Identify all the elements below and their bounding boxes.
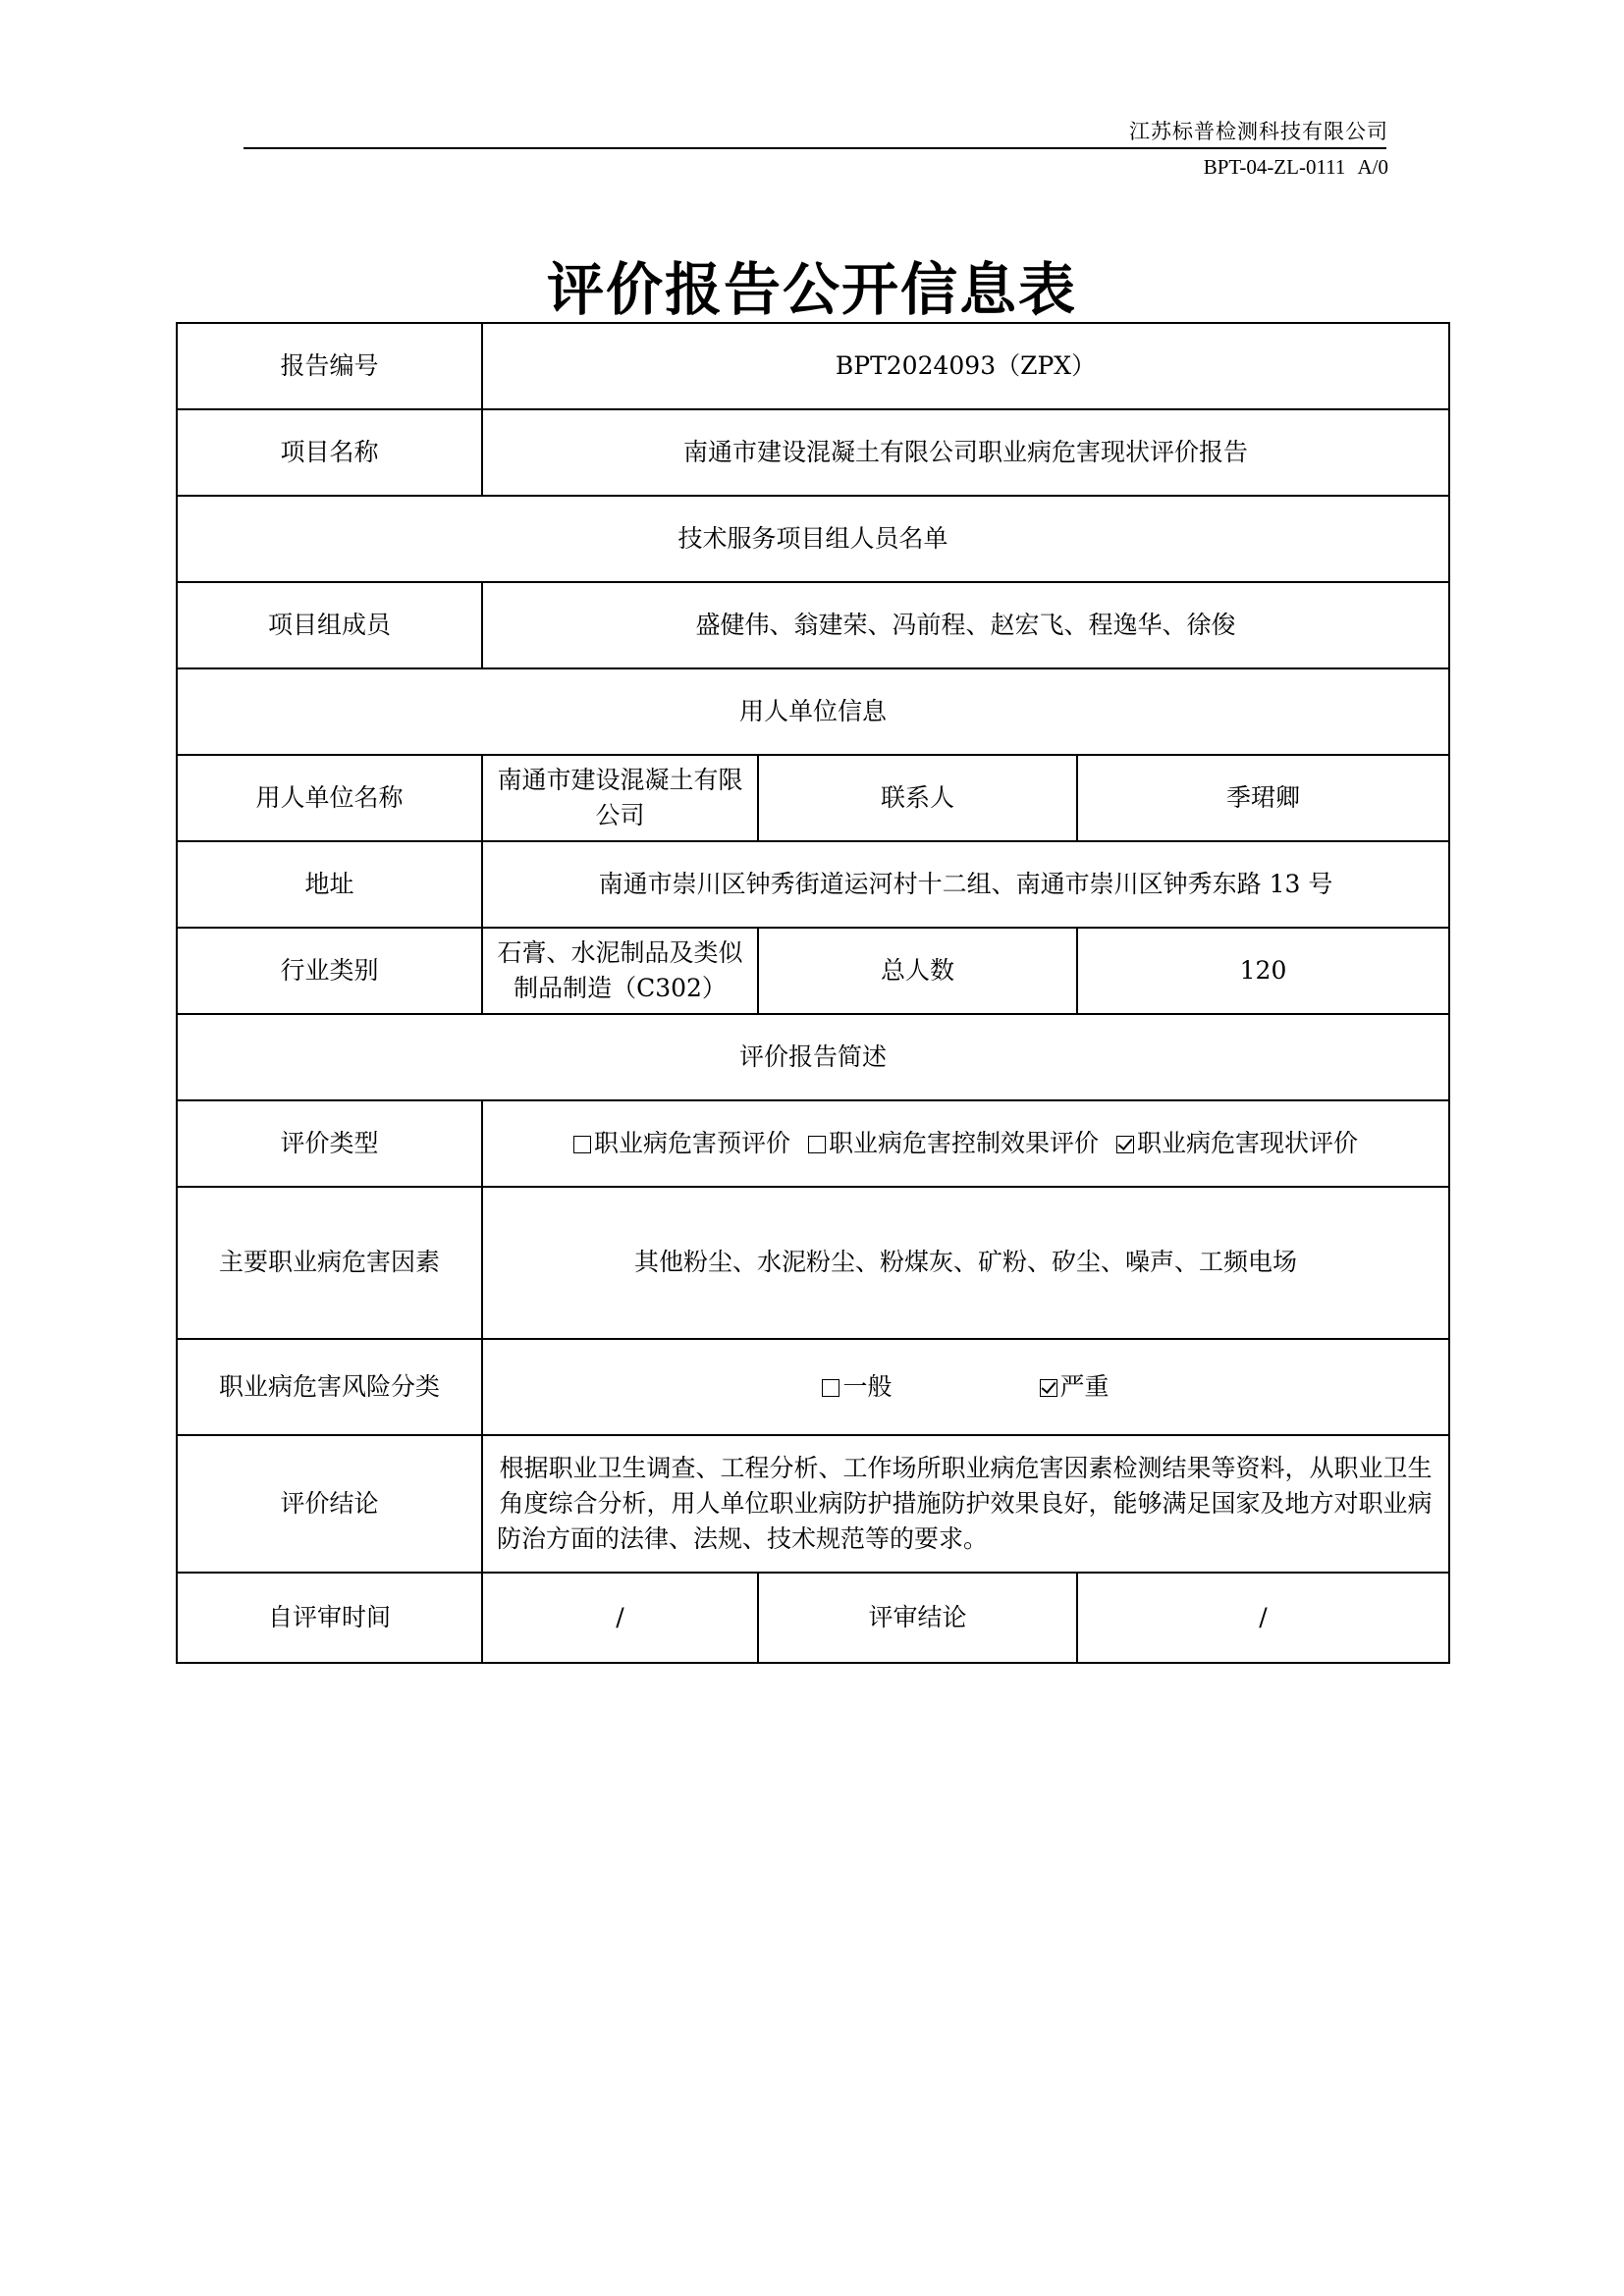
employer-name-value: 南通市建设混凝土有限公司 — [482, 755, 758, 841]
eval-type-label: 评价类型 — [177, 1100, 482, 1187]
review-time-label: 自评审时间 — [177, 1573, 482, 1663]
eval-option-pre-label: 职业病危害预评价 — [593, 1128, 790, 1157]
hazards-value: 其他粉尘、水泥粉尘、粉煤灰、矿粉、矽尘、噪声、工频电场 — [482, 1187, 1449, 1339]
review-time-value: / — [482, 1573, 758, 1663]
row-conclusion — [177, 1435, 1449, 1573]
info-table — [176, 322, 1450, 1664]
checkbox-icon[interactable] — [808, 1136, 826, 1153]
summary-section-heading: 评价报告简述 — [177, 1014, 1449, 1100]
risk-option-general-label: 一般 — [842, 1371, 893, 1401]
hazards-label: 主要职业病危害因素 — [177, 1187, 482, 1339]
row-risk — [177, 1339, 1449, 1435]
team-label: 项目组成员 — [177, 582, 482, 668]
risk-label: 职业病危害风险分类 — [177, 1339, 482, 1435]
row-hazards — [177, 1187, 1449, 1339]
eval-option-status[interactable] — [1116, 1129, 1358, 1157]
checkbox-checked-icon[interactable] — [1116, 1136, 1134, 1153]
team-value: 盛健伟、翁建荣、冯前程、赵宏飞、程逸华、徐俊 — [482, 582, 1449, 668]
conclusion-label: 评价结论 — [177, 1435, 482, 1573]
row-team-section — [177, 496, 1449, 582]
headcount-label: 总人数 — [758, 928, 1077, 1014]
industry-value: 石膏、水泥制品及类似制品制造（C302） — [482, 928, 758, 1014]
report-no-label: 报告编号 — [177, 323, 482, 409]
address-label: 地址 — [177, 841, 482, 928]
eval-option-status-label: 职业病危害现状评价 — [1137, 1128, 1359, 1157]
risk-option-severe[interactable] — [1040, 1372, 1110, 1401]
contact-value: 季珺卿 — [1077, 755, 1449, 841]
risk-options — [482, 1339, 1449, 1435]
header-rule — [244, 147, 1386, 149]
contact-label: 联系人 — [758, 755, 1077, 841]
eval-option-pre[interactable] — [573, 1129, 790, 1157]
conclusion-value: 根据职业卫生调查、工程分析、工作场所职业病危害因素检测结果等资料，从职业卫生 角度综合分析，用人单位职业病防护措施防护效果良好，能够满足国家及地方对职业病 防治方面的法律、法规、技术规范等的要求。 — [482, 1435, 1449, 1573]
page-title: 评价报告公开信息表 — [546, 256, 1077, 323]
review-result-label: 评审结论 — [758, 1573, 1077, 1663]
doc-revision: A/0 — [1357, 155, 1388, 179]
employer-name-label: 用人单位名称 — [177, 755, 482, 841]
checkbox-icon[interactable] — [822, 1379, 839, 1397]
row-employer-section — [177, 668, 1449, 755]
company-name: 江苏标普检测科技有限公司 — [1129, 120, 1388, 143]
row-project-name — [177, 409, 1449, 496]
risk-option-general[interactable] — [822, 1372, 892, 1401]
checkbox-icon[interactable] — [573, 1136, 591, 1153]
risk-option-severe-label: 严重 — [1059, 1371, 1110, 1401]
row-address — [177, 841, 1449, 928]
team-section-heading: 技术服务项目组人员名单 — [177, 496, 1449, 582]
row-summary-section — [177, 1014, 1449, 1100]
row-review — [177, 1573, 1449, 1663]
review-result-value: / — [1077, 1573, 1449, 1663]
project-name-label: 项目名称 — [177, 409, 482, 496]
report-no-value: BPT2024093（ZPX） — [482, 323, 1449, 409]
address-value: 南通市崇川区钟秀街道运河村十二组、南通市崇川区钟秀东路 13 号 — [482, 841, 1449, 928]
row-eval-type — [177, 1100, 1449, 1187]
eval-option-control[interactable] — [808, 1129, 1099, 1157]
employer-section-heading: 用人单位信息 — [177, 668, 1449, 755]
row-report-no — [177, 323, 1449, 409]
industry-label: 行业类别 — [177, 928, 482, 1014]
checkbox-checked-icon[interactable] — [1040, 1379, 1057, 1397]
eval-option-control-label: 职业病危害控制效果评价 — [829, 1128, 1100, 1157]
row-employer-name — [177, 755, 1449, 841]
row-industry — [177, 928, 1449, 1014]
document-code — [1204, 155, 1388, 180]
row-team — [177, 582, 1449, 668]
headcount-value: 120 — [1077, 928, 1449, 1014]
project-name-value: 南通市建设混凝土有限公司职业病危害现状评价报告 — [482, 409, 1449, 496]
doc-code: BPT-04-ZL-0111 — [1203, 155, 1346, 179]
eval-type-options — [482, 1100, 1449, 1187]
